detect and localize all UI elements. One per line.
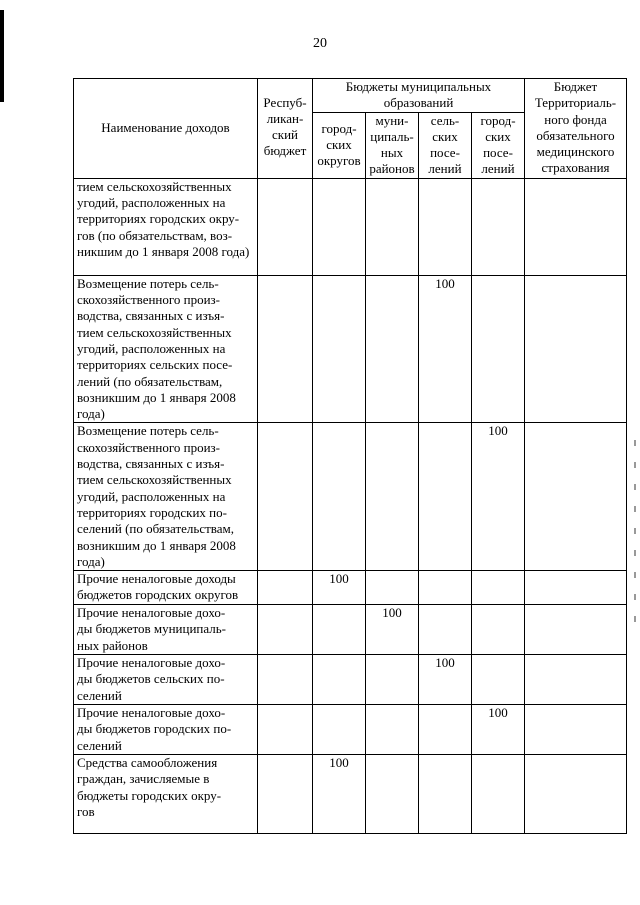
fund-value	[525, 571, 627, 605]
urban-settlements-value	[472, 275, 525, 423]
rural-settlements-value	[419, 571, 472, 605]
municipal-districts-value	[366, 423, 419, 571]
fund-value	[525, 275, 627, 423]
municipal-districts-value	[366, 275, 419, 423]
republic-value	[258, 705, 313, 755]
republic-value	[258, 605, 313, 655]
rural-settlements-value	[419, 423, 472, 571]
header-municipal-budgets: Бюджеты муниципальных образований	[313, 79, 525, 113]
table-row	[74, 423, 627, 571]
city-districts-value	[313, 655, 366, 705]
revenue-name-cell: тием сельскохозяйственных угодий, расположенных на территориях городских окру- гов (по обязательствам, воз- никшим до 1 января 2008 года)	[74, 178, 258, 275]
fund-value	[525, 178, 627, 275]
city-districts-value: 100	[313, 571, 366, 605]
header-city-districts: город- ских округов	[313, 112, 366, 178]
fund-value	[525, 423, 627, 571]
republic-value	[258, 655, 313, 705]
city-districts-value	[313, 423, 366, 571]
table-row	[74, 605, 627, 655]
rural-settlements-value	[419, 705, 472, 755]
urban-settlements-value: 100	[472, 705, 525, 755]
fund-value	[525, 605, 627, 655]
scan-edge-mark	[0, 10, 4, 102]
rural-settlements-value	[419, 178, 472, 275]
rural-settlements-value: 100	[419, 655, 472, 705]
municipal-districts-value	[366, 755, 419, 834]
header-urban-settlements: город- ских посе- лений	[472, 112, 525, 178]
revenue-name-cell: Прочие неналоговые дохо- ды бюджетов муниципаль- ных районов	[74, 605, 258, 655]
fund-value	[525, 755, 627, 834]
revenue-name-cell: Возмещение потерь сель- скохозяйственного произ- водства, связанных с изъя- тием сельскохозяйственных угодий, расположенных на территориях сельских посе- лений (по обязательствам, возникшим до 1 января 2008 года)	[74, 275, 258, 423]
rural-settlements-value: 100	[419, 275, 472, 423]
city-districts-value	[313, 705, 366, 755]
table-row	[74, 275, 627, 423]
republic-value	[258, 571, 313, 605]
municipal-districts-value	[366, 705, 419, 755]
header-municipal-districts: муни- ципаль- ных районов	[366, 112, 419, 178]
rural-settlements-value	[419, 605, 472, 655]
revenue-distribution-table	[73, 78, 627, 834]
table-row	[74, 655, 627, 705]
municipal-districts-value	[366, 571, 419, 605]
city-districts-value: 100	[313, 755, 366, 834]
city-districts-value	[313, 605, 366, 655]
republic-value	[258, 178, 313, 275]
table-row	[74, 178, 627, 275]
scan-edge-noise	[634, 440, 636, 630]
urban-settlements-value	[472, 605, 525, 655]
rural-settlements-value	[419, 755, 472, 834]
table-row	[74, 571, 627, 605]
municipal-districts-value	[366, 178, 419, 275]
urban-settlements-value	[472, 755, 525, 834]
table-row	[74, 705, 627, 755]
table-row	[74, 755, 627, 834]
revenue-name-cell: Возмещение потерь сель- скохозяйственного произ- водства, связанных с изъя- тием сельскохозяйственных угодий, расположенных на территориях городских по- селений (по обязательствам, возникшим до 1 января 2008 года)	[74, 423, 258, 571]
republic-value	[258, 755, 313, 834]
header-rural-settlements: сель- ских посе- лений	[419, 112, 472, 178]
urban-settlements-value: 100	[472, 423, 525, 571]
city-districts-value	[313, 275, 366, 423]
fund-value	[525, 655, 627, 705]
page-number: 20	[313, 36, 327, 51]
header-republic-budget: Респуб- ликан- ский бюджет	[258, 79, 313, 179]
fund-value	[525, 705, 627, 755]
municipal-districts-value: 100	[366, 605, 419, 655]
republic-value	[258, 423, 313, 571]
city-districts-value	[313, 178, 366, 275]
revenue-name-cell: Прочие неналоговые доходы бюджетов городских округов	[74, 571, 258, 605]
urban-settlements-value	[472, 571, 525, 605]
republic-value	[258, 275, 313, 423]
urban-settlements-value	[472, 178, 525, 275]
revenue-name-cell: Средства самообложения граждан, зачисляемые в бюджеты городских окру- гов	[74, 755, 258, 834]
revenue-name-cell: Прочие неналоговые дохо- ды бюджетов городских по- селений	[74, 705, 258, 755]
revenue-name-cell: Прочие неналоговые дохо- ды бюджетов сельских по- селений	[74, 655, 258, 705]
municipal-districts-value	[366, 655, 419, 705]
urban-settlements-value	[472, 655, 525, 705]
header-fund-budget: Бюджет Территориаль- ного фонда обязательного медицинского страхования	[525, 79, 627, 179]
header-revenue-name: Наименование доходов	[74, 79, 258, 179]
